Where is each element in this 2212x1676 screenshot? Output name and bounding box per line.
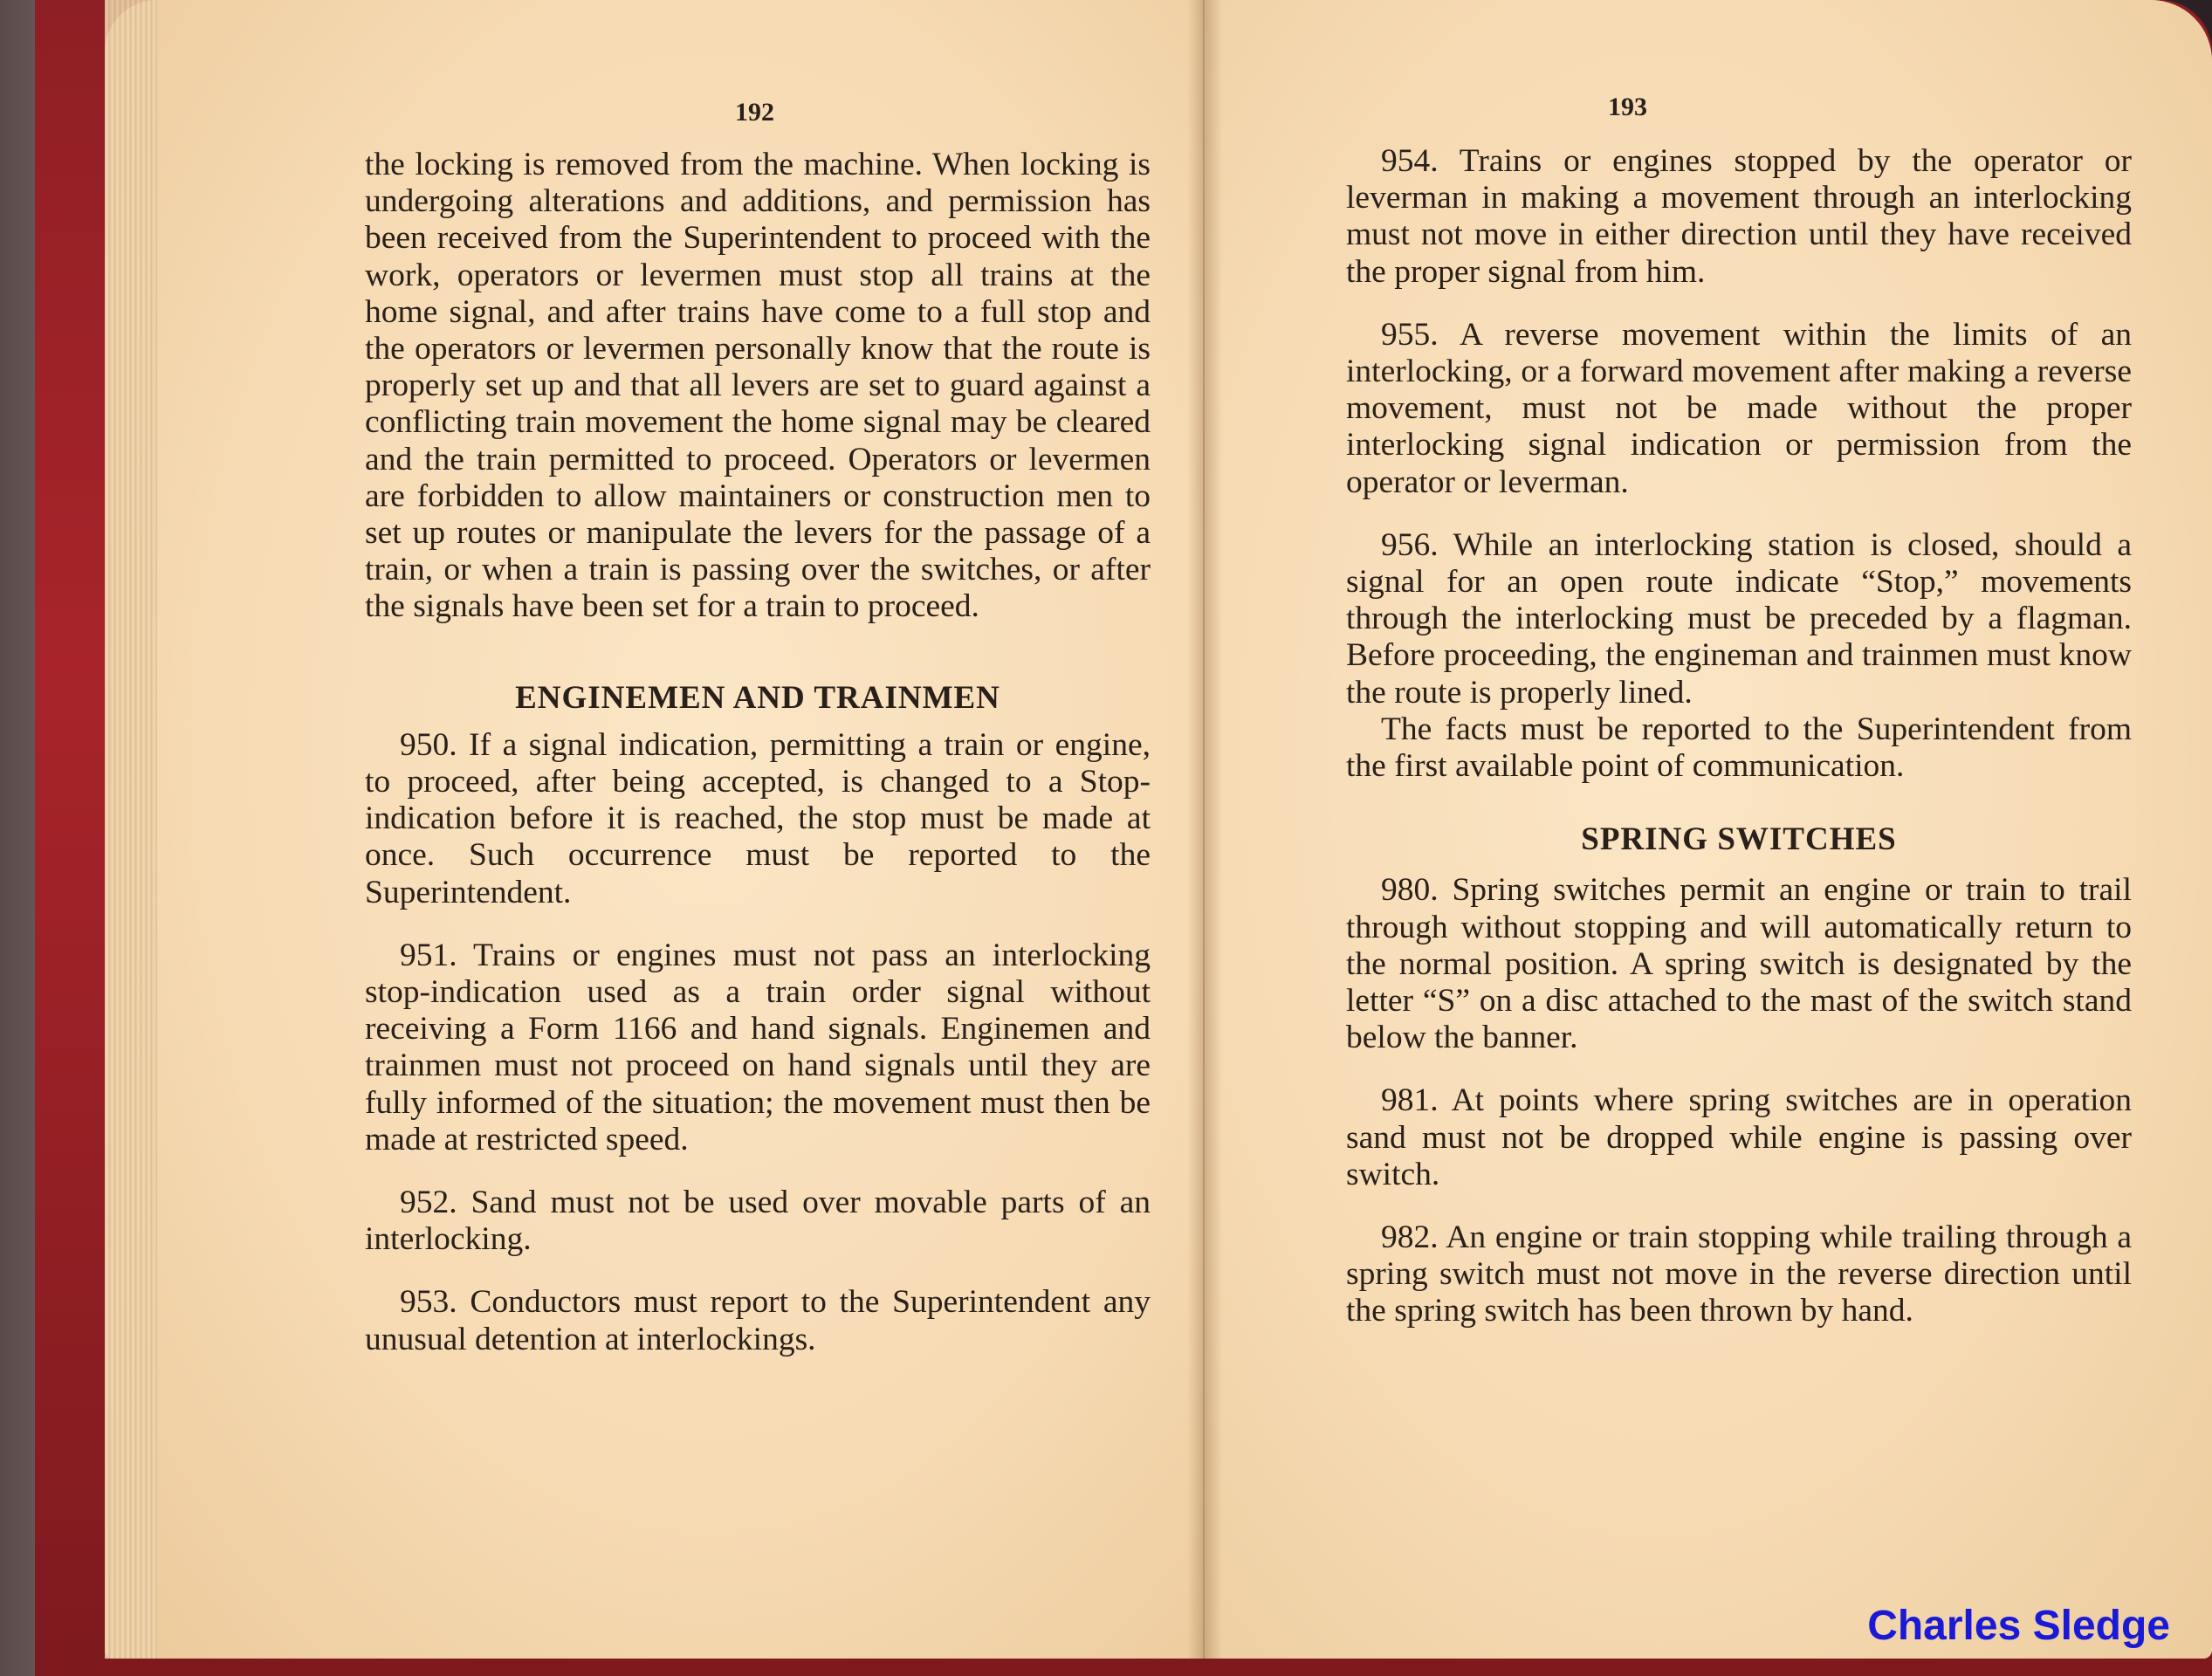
rule-954: 954. Trains or engines stopped by the operator or leverman in making a movement through an interlocking must not move in either direction until they have received the proper signal from him. [1346, 143, 2132, 290]
watermark-text: Charles Sledge [1867, 1603, 2170, 1649]
right-page [1206, 0, 2212, 1659]
left-page-text [365, 147, 1151, 1358]
page-edges [105, 0, 157, 1659]
section-heading-spring-switches: SPRING SWITCHES [1581, 821, 1897, 858]
rule-952: 952. Sand must not be used over movable parts of an interlocking. [365, 1185, 1151, 1258]
continued-paragraph: the locking is removed from the machine. When locking is undergoing alterations and additions, and permission has been received from the Superintendent to proceed with the work, operators or levermen must stop all trains at the home signal, and after trains have come to a full stop and the operators or levermen personally know that the route is properly set up and that all levers are set to guard against a conflicting train movement the home signal may be cleared and the train permitted to proceed. Operators or levermen are forbidden to allow maintainers or construction men to set up routes or manipulate the levers for the passage of a train, or when a train is passing over the switches, or after the signals have been set for a train to proceed. [365, 147, 1151, 625]
page-number-right: 193 [1608, 93, 1647, 121]
rule-955: 955. A reverse movement within the limits of an interlocking, or a forward movement after making a reverse movement, must not be made without the proper interlocking signal indication or permission from the operator or leverman. [1346, 316, 2132, 500]
rule-956: 956. While an interlocking station is closed, should a signal for an open route indicate “Stop,” movements through the interlocking must be preceded by a flagman. Before proceeding, the engineman and trainmen must know the route is properly lined. [1346, 526, 2132, 711]
book-spread [105, 0, 2212, 1659]
right-page-text [1346, 143, 2132, 1330]
rule-953: 953. Conductors must report to the Superintendent any unusual detention at interlockings. [365, 1284, 1151, 1357]
rule-950: 950. If a signal indication, permitting a train or engine, to proceed, after being accepted, is changed to a Stop-indication before it is reached, the stop must be made at once. Such occurrence must be reported to the Superintendent. [365, 726, 1151, 910]
left-page [105, 0, 1205, 1659]
rule-981: 981. At points where spring switches are in operation sand must not be dropped while engine is passing over switch. [1346, 1082, 2132, 1192]
rule-980: 980. Spring switches permit an engine or train to trail through without stopping and will automatically return to the normal position. A spring switch is designated by the letter “S” on a disc attached to the mast of the switch stand below the banner. [1346, 872, 2132, 1056]
rule-982: 982. An engine or train stopping while trailing through a spring switch must not move in the reverse direction until the spring switch has been thrown by hand. [1346, 1219, 2132, 1329]
rule-951: 951. Trains or engines must not pass an interlocking stop-indication used as a train order signal without receiving a Form 1166 and hand signals. Enginemen and trainmen must not proceed on hand signals until they are fully informed of the situation; the movement must then be made at restricted speed. [365, 937, 1151, 1157]
section-heading-enginemen: ENGINEMEN AND TRAINMEN [515, 679, 1000, 716]
rule-956-continued: The facts must be reported to the Superintendent from the first available point of communication. [1346, 711, 2132, 785]
page-number-left: 192 [735, 98, 774, 127]
book-gutter [1187, 0, 1222, 1659]
